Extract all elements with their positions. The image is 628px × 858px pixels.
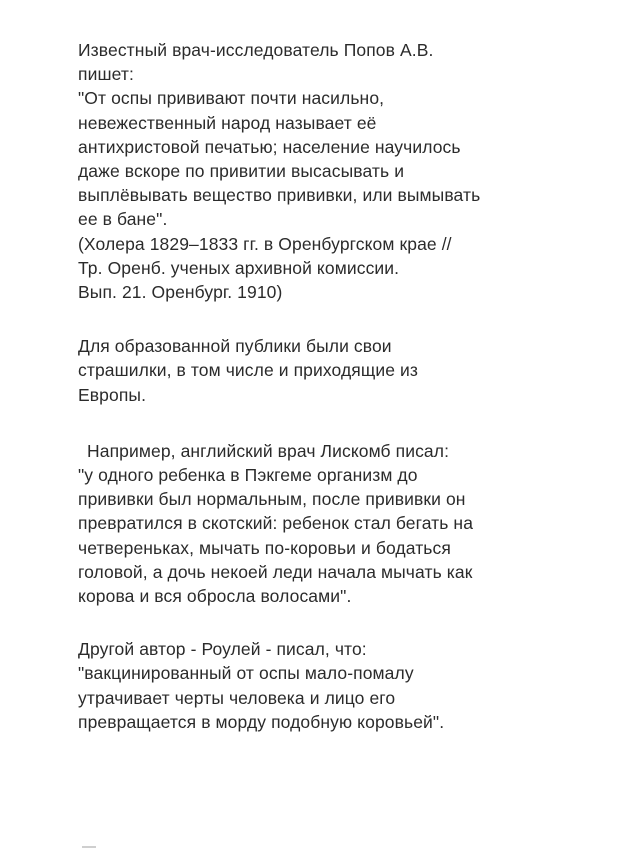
cut-off-text-fragment — [82, 846, 96, 856]
text-line: Например, английский врач Лискомб писал: — [87, 440, 450, 461]
text-line: страшилки, в том числе и приходящие из — [78, 360, 419, 381]
text-line: пишет: — [78, 64, 134, 85]
text-line: "От оспы прививают почти насильно, — [78, 88, 385, 109]
text-line: ее в бане". — [78, 209, 168, 230]
paragraph-gap — [78, 304, 598, 334]
text-line: Другой автор - Роулей - писал, что: — [78, 639, 367, 660]
citation-line: Тр. Оренб. ученых архивной комиссии. — [78, 257, 400, 278]
text-line: Европы. — [78, 384, 147, 405]
text-line: даже вскоре по привитии высасывать и — [78, 161, 405, 182]
text-line: "у одного ребенка в Пэкгеме организм до — [78, 465, 418, 486]
text-line: невежественный народ называет её — [78, 112, 377, 133]
text-line: "вакцинированный от оспы мало-помалу — [78, 663, 414, 684]
text-line: превращается в морду подобную коровьей". — [78, 711, 445, 732]
citation-line: (Холера 1829–1833 гг. в Оренбургском крае // — [78, 233, 452, 254]
paragraph-gap — [78, 608, 598, 637]
text-line: антихристовой печатью; население научилось — [78, 136, 461, 157]
text-line: головой, а дочь некоей леди начала мычать как — [78, 561, 473, 582]
paragraph-rowley-quote — [78, 637, 598, 734]
paragraph-gap — [78, 407, 598, 439]
text-line: Для образованной публики были свои — [78, 336, 392, 357]
article-text — [78, 38, 598, 734]
text-line: утрачивает черты человека и лицо его — [78, 687, 396, 708]
text-line: Известный врач-исследователь Попов А.В. — [78, 40, 434, 60]
paragraph-popov-quote — [78, 38, 598, 304]
text-line: превратился в скотский: ребенок стал бегать на — [78, 513, 474, 534]
text-line: корова и вся обросла волосами". — [78, 586, 352, 607]
citation-line: Вып. 21. Оренбург. 1910) — [78, 282, 283, 303]
paragraph-liscomb-quote — [78, 439, 598, 608]
text-line: четвереньках, мычать по-коровьи и бодаться — [78, 537, 451, 558]
text-line: выплёвывать вещество прививки, или вымывать — [78, 185, 481, 206]
paragraph-public-fears — [78, 334, 598, 407]
text-line: прививки был нормальным, после прививки он — [78, 489, 466, 510]
